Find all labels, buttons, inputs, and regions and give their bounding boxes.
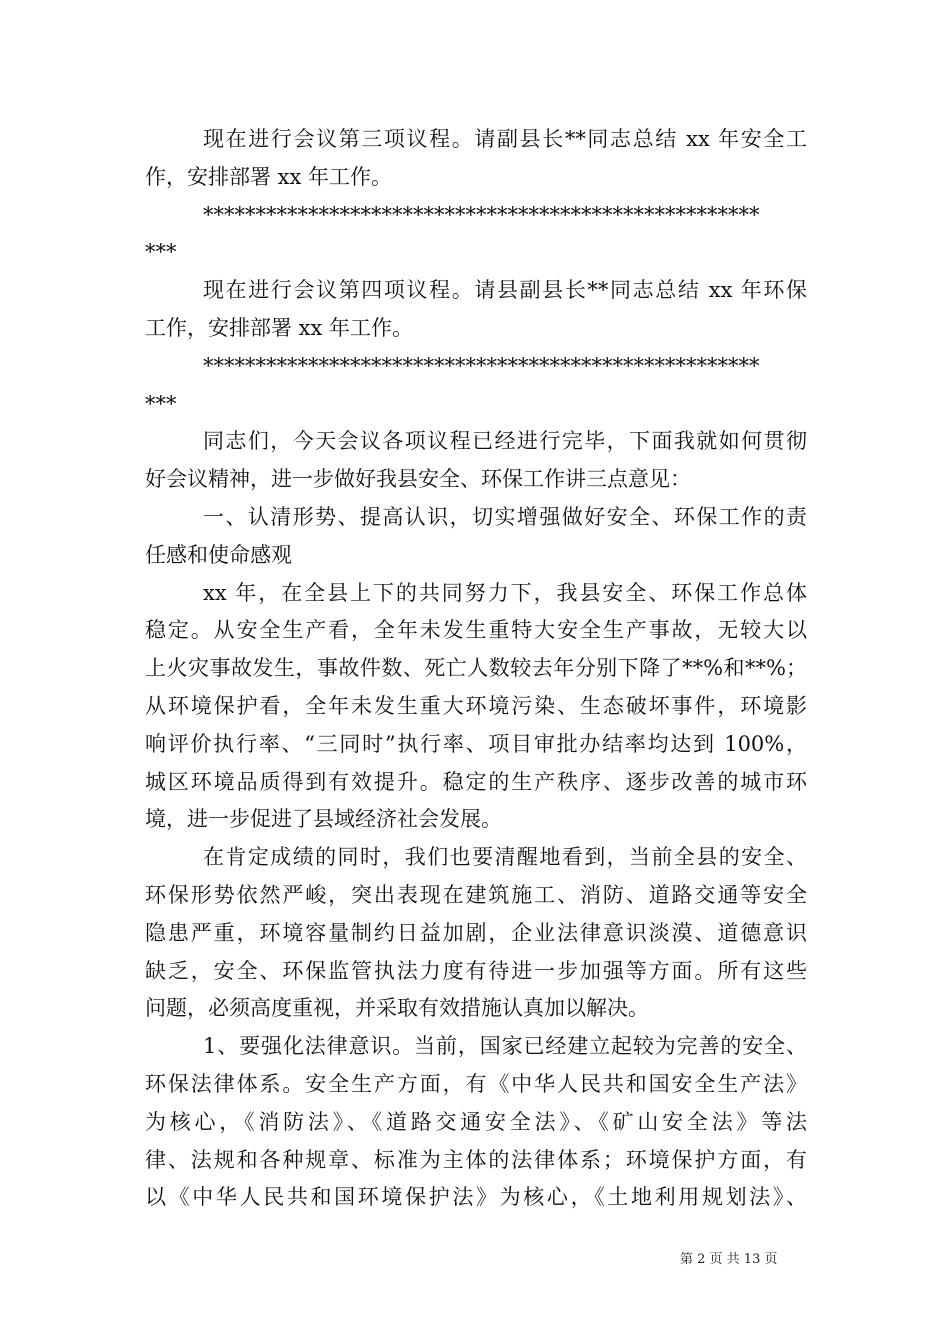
text-line: 问题，必须高度重视，并采取有效措施认真加以解决。: [145, 996, 649, 1021]
text-line: 环保法律体系。安全生产方面，有《中华人民共和国安全生产法》: [145, 1071, 807, 1096]
text-line: 作，安排部署 xx 年工作。: [145, 164, 393, 189]
text-line: 上火灾事故发生，事故件数、死亡人数较去年分别下降了**%和**%；: [145, 656, 807, 681]
text-line: 以《中华人民共和国环境保护法》为核心，《土地利用规划法》、: [145, 1185, 807, 1210]
text-line: ***: [145, 391, 177, 416]
text-line: 1、要强化法律意识。当前，国家已经建立起较为完善的安全、: [203, 1034, 807, 1059]
text-line: 同志们，今天会议各项议程已经进行完毕，下面我就如何贯彻: [203, 429, 807, 454]
text-line: ***: [145, 240, 177, 265]
text-line: xx 年，在全县上下的共同努力下，我县安全、环保工作总体: [203, 580, 807, 605]
document-body: [145, 121, 807, 1217]
text-line: 稳定。从安全生产看，全年未发生重特大安全生产事故，无较大以: [145, 618, 807, 643]
text-line: 境，进一步促进了县域经济社会发展。: [145, 807, 502, 832]
text-line: 环保形势依然严峻，突出表现在建筑施工、消防、道路交通等安全: [145, 882, 807, 907]
text-line: 城区环境品质得到有效提升。稳定的生产秩序、逐步改善的城市环: [145, 769, 807, 794]
text-line: 响评价执行率、“三同时”执行率、项目审批办结率均达到 100%，: [145, 731, 807, 756]
text-line: 律、法规和各种规章、标准为主体的法律体系；环境保护方面，有: [145, 1147, 807, 1172]
page-number-footer: 第 2 页 共 13 页: [680, 1252, 778, 1267]
text-line: 为核心，《消防法》、《道路交通安全法》、《矿山安全法》等法: [145, 1109, 807, 1134]
text-line: *****************************************************: [203, 353, 760, 378]
text-line: 在肯定成绩的同时，我们也要清醒地看到，当前全县的安全、: [203, 845, 807, 870]
text-line: 好会议精神，进一步做好我县安全、环保工作讲三点意见：: [145, 467, 691, 492]
text-line: 隐患严重，环境容量制约日益加剧，企业法律意识淡漠、道德意识: [145, 920, 807, 945]
text-line: 现在进行会议第三项议程。请副县长**同志总结 xx 年安全工: [203, 127, 807, 151]
text-line: 缺乏，安全、环保监管执法力度有待进一步加强等方面。所有这些: [145, 958, 807, 983]
text-line: 从环境保护看，全年未发生重大环境污染、生态破坏事件，环境影: [145, 693, 807, 718]
text-line: 工作，安排部署 xx 年工作。: [145, 315, 414, 340]
text-line: 任感和使命感观: [145, 542, 292, 567]
text-line: *****************************************************: [203, 202, 760, 227]
text-line: 一、认清形势、提高认识，切实增强做好安全、环保工作的责: [203, 504, 807, 529]
text-line: 现在进行会议第四项议程。请县副县长**同志总结 xx 年环保: [203, 278, 807, 303]
